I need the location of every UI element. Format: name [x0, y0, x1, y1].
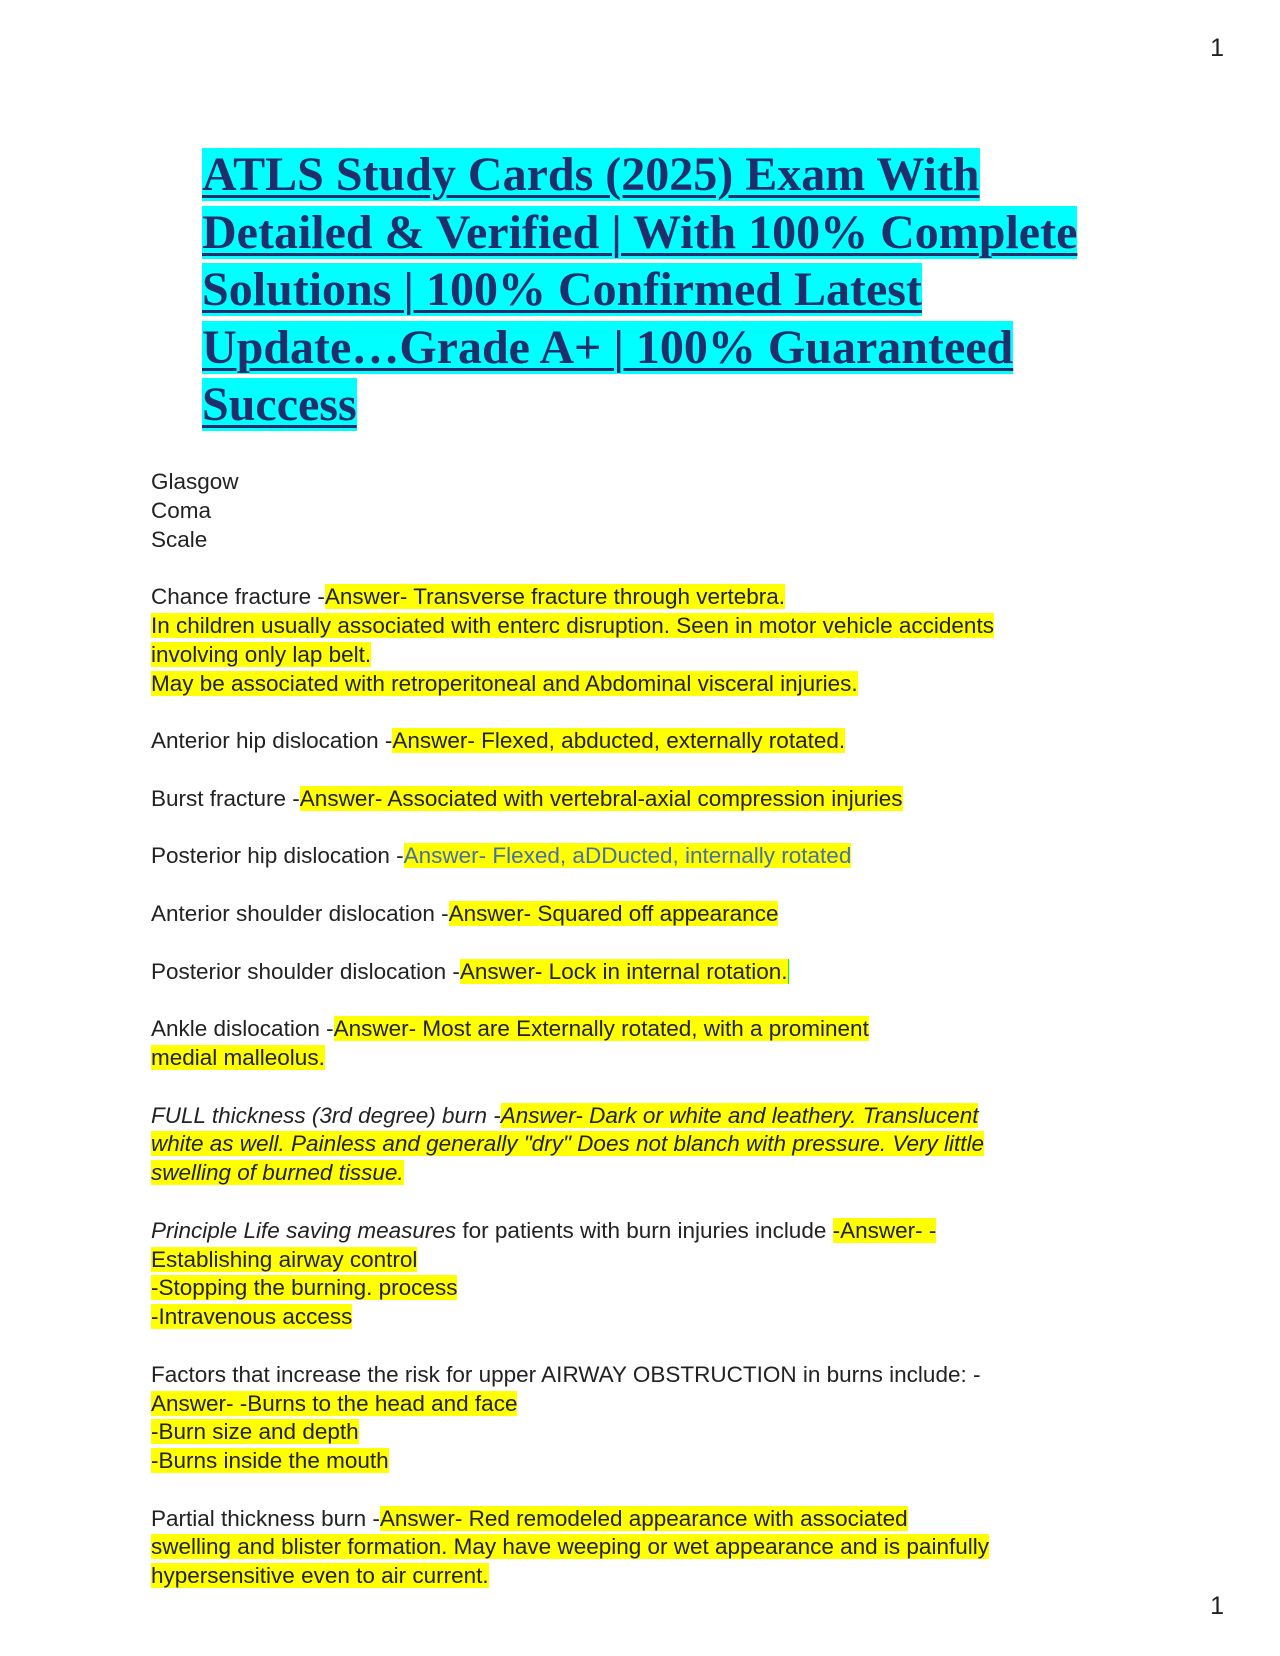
card-term: Posterior hip dislocation -	[151, 843, 404, 869]
card-answer: Answer- Associated with vertebral-axial compression injuries	[299, 785, 903, 811]
card-answer: In children usually associated with enterc disruption. Seen in motor vehicle accidents	[151, 612, 994, 638]
card-chance-fracture	[151, 583, 1111, 698]
card-answer: involving only lap belt.	[151, 641, 372, 667]
card-ankle-dislocation	[151, 1015, 1111, 1073]
card-answer: -Burns inside the mouth	[151, 1448, 389, 1474]
card-answer: -Intravenous access	[151, 1304, 353, 1330]
card-term: Partial thickness burn -	[151, 1505, 380, 1531]
card-life-saving-measures	[151, 1217, 1111, 1332]
card-answer: May be associated with retroperitoneal and Abdominal visceral injuries.	[151, 670, 858, 696]
card-term: Chance fracture -	[151, 584, 325, 610]
card-answer: Answer- Dark or white and leathery. Translucent	[500, 1102, 979, 1128]
card-term: Posterior shoulder dislocation -	[151, 958, 460, 984]
card-answer: -Stopping the burning. process	[151, 1275, 458, 1301]
card-answer: swelling of burned tissue.	[151, 1160, 404, 1186]
card-answer: -Burn size and depth	[151, 1419, 359, 1445]
card-term: FULL thickness (3rd degree) burn -	[151, 1102, 501, 1128]
gcs-line-2: Coma	[151, 497, 212, 523]
card-answer: Answer- Red remodeled appearance with associated	[379, 1505, 908, 1531]
gcs-line-3: Scale	[151, 526, 208, 552]
card-answer: Answer- Flexed, aDDucted, internally rotated	[403, 843, 852, 869]
document-title	[202, 146, 1162, 434]
card-answer: Answer- -Burns to the head and face	[151, 1390, 518, 1416]
card-term-italic: Principle Life saving measures	[151, 1217, 457, 1243]
card-term: Anterior hip dislocation -	[151, 728, 393, 754]
card-partial-thickness-burn	[151, 1505, 1111, 1591]
card-burst-fracture	[151, 785, 1111, 814]
card-posterior-hip	[151, 842, 1111, 871]
card-anterior-hip	[151, 727, 1111, 756]
page-number-bottom: 1	[1210, 1592, 1224, 1620]
card-airway-obstruction	[151, 1361, 1111, 1476]
card-term: Anterior shoulder dislocation -	[151, 900, 449, 926]
title-line-5: Success	[202, 378, 357, 431]
card-answer: hypersensitive even to air current.	[151, 1563, 489, 1589]
page-number-top: 1	[1210, 34, 1224, 62]
card-posterior-shoulder	[151, 958, 1111, 987]
card-answer: Answer- Squared off appearance	[448, 900, 779, 926]
card-answer: Answer- Lock in internal rotation.	[459, 958, 788, 984]
gcs-line-1: Glasgow	[151, 469, 239, 494]
card-answer: medial malleolus.	[151, 1044, 325, 1070]
card-answer: swelling and blister formation. May have weeping or wet appearance and is painfully	[151, 1534, 989, 1560]
card-term: for patients with burn injuries include	[456, 1217, 833, 1243]
title-line-2: Detailed & Verified | With 100% Complete	[202, 205, 1078, 259]
card-answer: Answer- Flexed, abducted, externally rotated.	[392, 728, 846, 754]
study-cards-content	[151, 468, 1111, 1620]
card-anterior-shoulder	[151, 900, 1111, 929]
card-answer: Establishing airway control	[151, 1246, 418, 1272]
card-term: Factors that increase the risk for upper AIRWAY OBSTRUCTION in burns include: -	[151, 1361, 981, 1387]
card-term: Burst fracture -	[151, 785, 300, 811]
card-answer: Answer- Most are Externally rotated, with a prominent	[333, 1016, 869, 1042]
title-line-1: ATLS Study Cards (2025) Exam With	[202, 148, 980, 201]
card-answer: white as well. Painless and generally "dry" Does not blanch with pressure. Very little	[151, 1131, 985, 1157]
title-line-3: Solutions | 100% Confirmed Latest	[202, 263, 922, 316]
card-term: Ankle dislocation -	[151, 1016, 334, 1042]
card-full-thickness-burn	[151, 1102, 1111, 1188]
title-line-4: Update…Grade A+ | 100% Guaranteed	[202, 320, 1014, 374]
text-cursor-mark	[788, 959, 790, 984]
card-answer: Answer- Transverse fracture through vertebra.	[324, 584, 786, 610]
card-answer: -Answer- -	[832, 1217, 937, 1243]
gcs-heading	[151, 468, 1111, 554]
